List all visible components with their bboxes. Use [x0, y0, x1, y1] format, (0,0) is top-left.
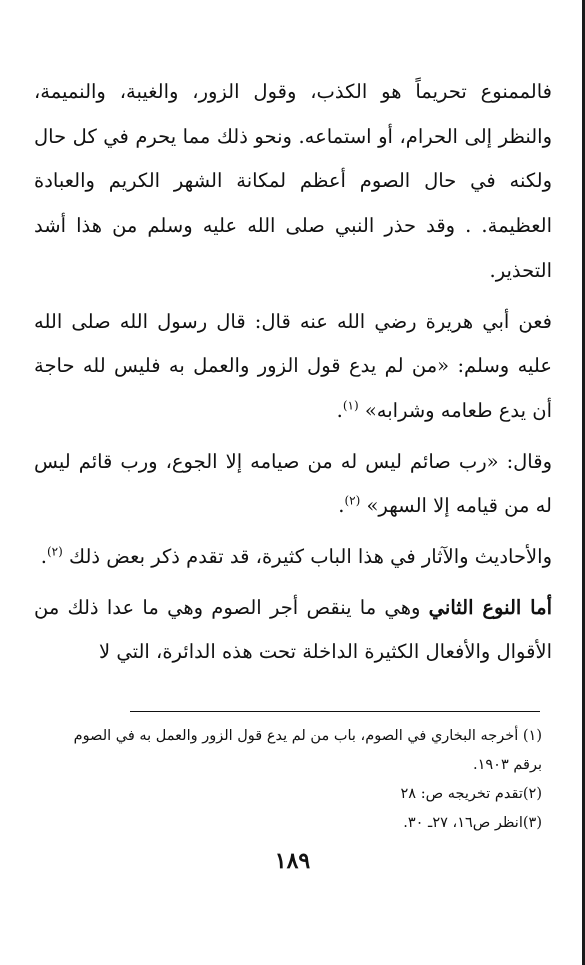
- page-number: ١٨٩: [274, 848, 311, 874]
- paragraph-5-heading: أما النوع الثاني: [428, 595, 552, 619]
- main-text: [34, 70, 552, 675]
- paragraph-3-end: .: [338, 494, 345, 518]
- paragraph-4-end: .: [40, 545, 47, 569]
- paragraph-2-text: فعن أبي هريرة رضي الله عنه قال: قال رسول الله صلى الله عليه وسلم: «من لم يدع قول الزور والعمل به فليس لله حاجة أن يدع طعامه وشرابه»: [34, 309, 552, 422]
- paragraph-5-text: وهي ما ينقص أجر الصوم وهي ما عدا ذلك من الأقوال والأفعال الكثيرة الداخلة تحت هذه الدائرة، التي لا: [34, 595, 552, 664]
- paragraph-4-text: والأحاديث والآثار في هذا الباب كثيرة، قد تقدم ذكر بعض ذلك: [69, 545, 552, 569]
- footnote-ref-1: (١): [342, 398, 359, 413]
- footnotes: [44, 722, 542, 838]
- paragraph-1-text: فالممنوع تحريماً هو الكذب، وقول الزور، والغيبة، والنميمة، والنظر إلى الحرام، أو استماعه. ونحو ذلك مما يحرم في كل حال ولكنه في حال الصوم أعظم لمكانة الشهر الكريم والعبادة العظيمة. . وقد حذر النبي صلى الله عليه وسلم من هذا أشد التحذير.: [34, 80, 552, 282]
- footnote-2: (٢)تقدم تخريجه ص: ٢٨: [400, 786, 542, 802]
- paragraph-3: [34, 440, 552, 529]
- paragraph-5: [34, 586, 552, 675]
- footnote-ref-2: (٢): [344, 493, 361, 508]
- paragraph-1: [34, 70, 552, 294]
- footnote-ref-3: (٢): [46, 544, 63, 559]
- footnote-3: (٣)انظر ص١٦، ٢٧ـ ٣٠.: [403, 815, 542, 831]
- paragraph-4: [34, 535, 552, 580]
- footnote-1: (١) أخرجه البخاري في الصوم، باب من لم يدع قول الزور والعمل به في الصوم برقم ١٩٠٣.: [73, 728, 542, 773]
- footnote-divider: [130, 711, 540, 712]
- paragraph-3-text: وقال: «رب صائم ليس له من صيامه إلا الجوع، ورب قائم ليس له من قيامه إلا السهر»: [34, 449, 552, 518]
- paragraph-2: [34, 300, 552, 434]
- paragraph-2-end: .: [336, 398, 343, 422]
